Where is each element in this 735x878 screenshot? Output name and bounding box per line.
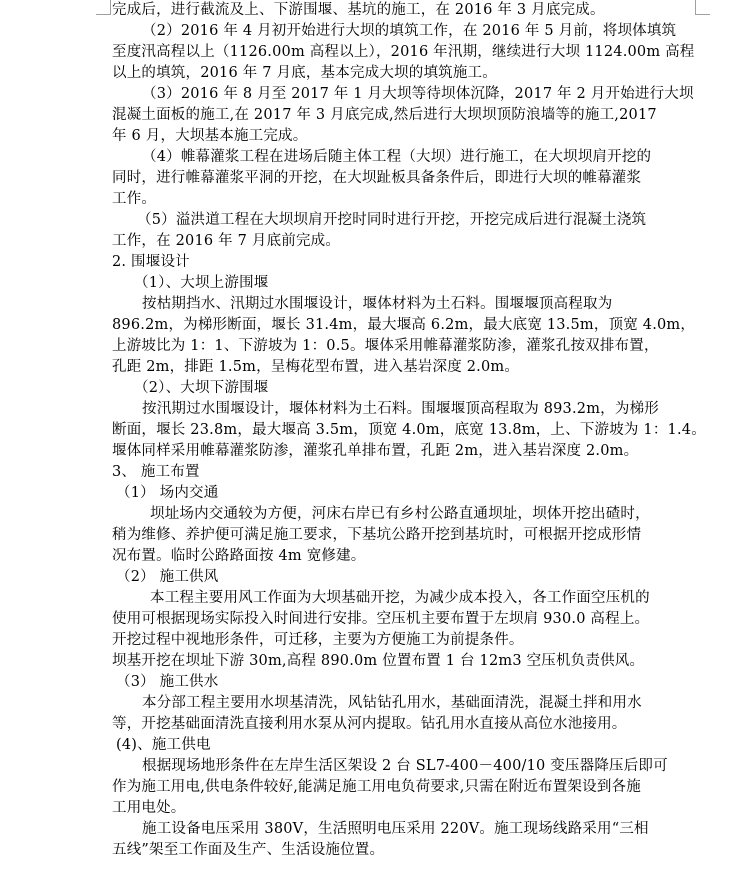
subsection-heading: （1）、大坝上游围堰 (134, 275, 269, 291)
body-line: 使用可根据现场实际投入时间进行安排。空压机主要布置于左坝肩 930.0 高程上。 (112, 611, 650, 627)
list-item-line: （4）帷幕灌浆工程在进场后随主体工程（大坝）进行施工，在大坝坝肩开挖的 (142, 149, 652, 165)
body-line: 本分部工程主要用水坝基清洗，风钻钻孔用水，基础面清洗，混凝土拌和用水 (142, 695, 642, 711)
body-line: 至度汛高程以上（1126.00m 高程以上），2016 年汛期，继续进行大坝 1124.00m 高程 (112, 44, 695, 60)
body-line: 工用电处。 (112, 800, 186, 816)
list-item-line: （3）2016 年 8 月至 2017 年 1 月大坝等待坝体沉降，2017 年 2 月开始进行大坝 (142, 86, 694, 102)
body-line: 根据现场地形条件在左岸生活区架设 2 台 SL7-400－400/10 变压器降压后即可 (142, 758, 668, 774)
body-line: 上游坡比为 1：1、下游坡为 1：0.5。堰体采用帷幕灌浆防渗，灌浆孔按双排布置， (112, 338, 659, 354)
body-line: 完成后，进行截流及上、下游围堰、基坑的施工，在 2016 年 3 月底完成。 (112, 2, 605, 18)
body-line: 作为施工用电,供电条件较好,能满足施工用电负荷要求,只需在附近布置架设到各施 (112, 779, 641, 795)
list-item-line: （5）溢洪道工程在大坝坝肩开挖时同时进行开挖，开挖完成后进行混凝土浇筑 (137, 212, 647, 228)
body-line: 年 6 月，大坝基本施工完成。 (112, 128, 308, 144)
body-line: 工作，在 2016 年 7 月底前完成。 (112, 233, 341, 249)
body-line: 堰体同样采用帷幕灌浆防渗，灌浆孔单排布置，孔距 2m，进入基岩深度 2.0m。 (112, 443, 639, 459)
body-line: 工作。 (112, 191, 157, 207)
list-item-line: （2）2016 年 4 月初开始进行大坝的填筑工作，在 2016 年 5 月前，将坝体填筑 (142, 23, 677, 39)
section-heading: 2. 围堰设计 (112, 254, 190, 270)
body-line: 坝基开挖在坝址下游 30m,高程 890.0m 位置布置 1 台 12m3 空压机负责供风。 (112, 653, 645, 669)
body-line: 等，开挖基础面清洗直接利用水泵从河内提取。钻孔用水直接从高位水池接用。 (112, 716, 627, 732)
body-line: 按汛期过水围堰设计，堰体材料为土石料。围堰堰顶高程取为 893.2m，为梯形 (142, 401, 659, 417)
subsection-heading: (4)、施工供电 (116, 737, 211, 753)
body-line: 混凝土面板的施工,在 2017 年 3 月底完成,然后进行大坝坝顶防浪墙等的施工,2017 (112, 107, 657, 123)
body-line: 况布置。临时公路路面按 4m 宽修建。 (112, 548, 366, 564)
body-line: 断面，堰长 23.8m，最大堰高 3.5m，顶宽 4.0m，底宽 13.8m，上、下游坡为 1：1.4。 (112, 422, 706, 438)
subsection-heading: （2） 施工供风 (116, 569, 219, 585)
body-line: 施工设备电压采用 380V，生活照明电压采用 220V。施工现场线路采用“三相 (142, 821, 649, 837)
body-line: 同时，进行帷幕灌浆平洞的开挖，在大坝趾板具备条件后，即进行大坝的帷幕灌浆 (112, 170, 642, 186)
subsection-heading: （3） 施工供水 (116, 674, 219, 690)
body-line: 孔距 2m，排距 1.5m，呈梅花型布置，进入基岩深度 2.0m。 (112, 359, 520, 375)
body-line: 以上的填筑，2016 年 7 月底，基本完成大坝的填筑施工。 (112, 65, 497, 81)
body-line: 开挖过程中视地形条件，可迁移，主要为方便施工为前提条件。 (112, 632, 524, 648)
subsection-heading: （2）、大坝下游围堰 (134, 380, 269, 396)
page-corner-mark-left (96, 0, 111, 15)
body-line: 稍为维修、养护便可满足施工要求，下基坑公路开挖到基坑时，可根据开挖成形情 (112, 527, 642, 543)
body-line: 896.2m，为梯形断面，堰长 31.4m，最大堰高 6.2m，最大底宽 13.5m，顶宽 4.0m， (112, 317, 696, 333)
body-line: 按枯期挡水、汛期过水围堰设计，堰体材料为土石料。围堰堰顶高程取为 (142, 296, 613, 312)
body-line: 本工程主要用风工作面为大坝基础开挖，为减少成本投入，各工作面空压机的 (150, 590, 650, 606)
body-line: 坝址场内交通较为方便，河床右岸已有乡村公路直通坝址，坝体开挖出碴时， (150, 506, 650, 522)
page-corner-mark-right (695, 0, 710, 15)
subsection-heading: （1） 场内交通 (116, 485, 219, 501)
section-heading: 3、 施工布置 (112, 464, 200, 480)
body-line: 五线”架至工作面及生产、生活设施位置。 (112, 842, 385, 858)
